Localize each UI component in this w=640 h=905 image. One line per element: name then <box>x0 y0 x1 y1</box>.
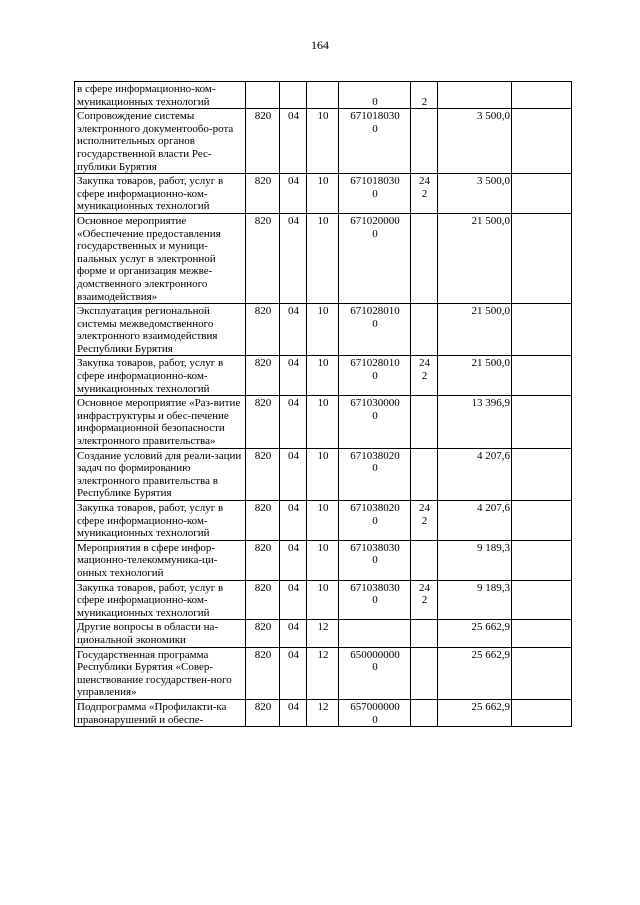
sum-value: 13 396,9 <box>471 397 510 410</box>
row-name: Эксплуатация региональной системы межведомственного электронного взаимодействия Республики Бурятия <box>77 305 218 355</box>
csr-code-line2: 0 <box>372 554 378 567</box>
cell-vr <box>411 699 438 726</box>
csr-code-line2: 0 <box>372 462 378 475</box>
cell-extra <box>512 82 572 109</box>
cell-ved <box>246 580 280 620</box>
row-name: Сопровождение системы электронного документообо-рота исполнительных органов государственной власти Рес-публики Бурятия <box>77 110 234 173</box>
row-name: Закупка товаров, работ, услуг в сфере информационно-ком-муникационных технологий <box>77 502 224 540</box>
cell-name <box>75 540 246 580</box>
row-name: Закупка товаров, работ, услуг в сфере информационно-ком-муникационных технологий <box>77 581 224 619</box>
cell-csr <box>339 647 411 699</box>
cell-sum <box>438 356 512 396</box>
cell-extra <box>512 109 572 174</box>
cell-rz <box>280 82 307 109</box>
csr-code-line2: 0 <box>372 317 378 330</box>
table-row <box>75 109 572 174</box>
pr-code: 10 <box>317 581 329 594</box>
cell-pr <box>307 448 339 500</box>
row-name: Основное мероприятие «Раз-витие инфраструктуры и обес-печение информационной безопасности электронного правительства» <box>77 397 241 448</box>
cell-ved <box>246 647 280 699</box>
ved-code: 820 <box>254 175 272 188</box>
table-row <box>75 580 572 620</box>
csr-code-line2: 0 <box>372 227 378 240</box>
table-row <box>75 396 572 448</box>
cell-name <box>75 647 246 699</box>
table-row <box>75 213 572 303</box>
pr-code: 10 <box>317 175 329 188</box>
sum-value: 25 662,9 <box>471 621 510 634</box>
cell-sum <box>438 540 512 580</box>
cell-pr <box>307 82 339 109</box>
sum-value: 3 500,0 <box>477 175 510 188</box>
rz-code: 04 <box>288 397 299 410</box>
cell-sum <box>438 501 512 541</box>
cell-pr <box>307 501 339 541</box>
rz-code: 04 <box>288 581 299 594</box>
ved-code: 820 <box>254 700 272 713</box>
rz-code: 04 <box>288 214 299 227</box>
vr-code-line2: 2 <box>421 370 428 383</box>
cell-extra <box>512 699 572 726</box>
cell-extra <box>512 174 572 214</box>
cell-pr <box>307 620 339 647</box>
sum-value: 9 189,3 <box>477 581 510 594</box>
table-row <box>75 448 572 500</box>
table-body <box>75 82 572 727</box>
vr-code-line2: 2 <box>421 95 428 108</box>
cell-extra <box>512 448 572 500</box>
sum-value: 21 500,0 <box>471 214 510 227</box>
cell-ved <box>246 82 280 109</box>
cell-name <box>75 109 246 174</box>
vr-code-line1: 24 <box>419 581 430 594</box>
cell-name <box>75 174 246 214</box>
cell-vr <box>411 540 438 580</box>
cell-vr <box>411 501 438 541</box>
cell-pr <box>307 109 339 174</box>
pr-code: 10 <box>317 541 329 554</box>
csr-code-line1: 671038020 <box>350 502 400 514</box>
table-row <box>75 540 572 580</box>
csr-code-line2: 0 <box>372 409 378 422</box>
rz-code: 04 <box>288 175 299 188</box>
sum-value: 25 662,9 <box>471 648 510 661</box>
cell-ved <box>246 213 280 303</box>
row-name: Закупка товаров, работ, услуг в сфере информационно-ком-муникационных технологий <box>77 357 224 395</box>
ved-code: 820 <box>254 357 272 370</box>
cell-csr <box>339 620 411 647</box>
cell-name <box>75 620 246 647</box>
cell-rz <box>280 304 307 356</box>
cell-pr <box>307 647 339 699</box>
csr-code-line1: 671018030 <box>350 110 400 123</box>
cell-ved <box>246 540 280 580</box>
table-row <box>75 501 572 541</box>
cell-rz <box>280 501 307 541</box>
cell-ved <box>246 109 280 174</box>
cell-name <box>75 580 246 620</box>
cell-vr <box>411 356 438 396</box>
sum-value: 21 500,0 <box>471 357 510 370</box>
vr-code-line2: 2 <box>421 187 428 200</box>
vr-code-line2: 2 <box>421 514 428 527</box>
table-row <box>75 174 572 214</box>
cell-sum <box>438 448 512 500</box>
cell-sum <box>438 304 512 356</box>
rz-code: 04 <box>288 449 299 462</box>
cell-pr <box>307 396 339 448</box>
csr-code-line1: 671020000 <box>350 214 400 227</box>
csr-code-line1: 671038030 <box>350 541 400 554</box>
cell-rz <box>280 213 307 303</box>
cell-pr <box>307 540 339 580</box>
rz-code: 04 <box>288 305 299 318</box>
rz-code: 04 <box>288 648 299 661</box>
cell-pr <box>307 356 339 396</box>
cell-vr <box>411 580 438 620</box>
cell-extra <box>512 620 572 647</box>
pr-code: 10 <box>317 305 329 318</box>
cell-ved <box>246 174 280 214</box>
cell-name <box>75 213 246 303</box>
ved-code: 820 <box>254 397 272 410</box>
csr-code-line1: 671030000 <box>350 397 400 410</box>
csr-code-line2: 0 <box>372 514 378 527</box>
cell-pr <box>307 699 339 726</box>
cell-sum <box>438 109 512 174</box>
cell-name <box>75 356 246 396</box>
cell-name <box>75 448 246 500</box>
cell-vr <box>411 82 438 109</box>
csr-code-line1: 671018030 <box>350 175 400 188</box>
csr-code-line2: 0 <box>372 370 378 383</box>
cell-ved <box>246 699 280 726</box>
csr-code-line1: 650000000 <box>350 648 400 661</box>
cell-csr <box>339 396 411 448</box>
ved-code: 820 <box>254 214 272 227</box>
cell-rz <box>280 174 307 214</box>
cell-vr <box>411 647 438 699</box>
rz-code: 04 <box>288 700 299 713</box>
csr-code-line1: 657000000 <box>350 700 400 713</box>
rz-code: 04 <box>288 541 299 554</box>
row-name: Основное мероприятие «Обеспечение предоставления государственных и муници-пальных услуг в электронной форме и организация межве-домственного электронного взаимодействия» <box>77 214 221 303</box>
cell-vr <box>411 304 438 356</box>
cell-sum <box>438 174 512 214</box>
vr-code-line1: 24 <box>419 357 430 370</box>
cell-rz <box>280 396 307 448</box>
cell-extra <box>512 356 572 396</box>
cell-csr <box>339 699 411 726</box>
cell-name <box>75 304 246 356</box>
cell-vr <box>411 213 438 303</box>
ved-code: 820 <box>254 648 272 661</box>
ved-code: 820 <box>254 621 272 634</box>
cell-vr <box>411 109 438 174</box>
table-row <box>75 699 572 726</box>
ved-code: 820 <box>254 449 272 462</box>
cell-name <box>75 699 246 726</box>
cell-name <box>75 82 246 109</box>
sum-value: 3 500,0 <box>477 110 510 123</box>
rz-code: 04 <box>288 110 299 123</box>
cell-csr <box>339 580 411 620</box>
ved-code: 820 <box>254 581 272 594</box>
sum-value: 25 662,9 <box>471 700 510 713</box>
ved-code: 820 <box>254 305 272 318</box>
cell-csr <box>339 501 411 541</box>
row-name: Государственная программа Республики Бурятия «Совер-шенствование государствен-ного управления» <box>77 648 232 699</box>
csr-code-line1: 671038030 <box>350 581 400 594</box>
cell-extra <box>512 647 572 699</box>
table-row <box>75 647 572 699</box>
sum-value: 21 500,0 <box>471 305 510 318</box>
csr-code-line1: 671028010 <box>350 357 400 370</box>
csr-code-line2: 0 <box>372 122 378 135</box>
csr-code-line2: 0 <box>372 661 378 674</box>
cell-name <box>75 396 246 448</box>
pr-code: 10 <box>317 110 329 123</box>
cell-ved <box>246 356 280 396</box>
cell-extra <box>512 501 572 541</box>
cell-csr <box>339 356 411 396</box>
table-row <box>75 620 572 647</box>
pr-code: 10 <box>317 502 329 514</box>
cell-rz <box>280 620 307 647</box>
ved-code: 820 <box>254 541 272 554</box>
row-name: в сфере информационно-ком-муникационных технологий <box>77 83 216 108</box>
cell-sum <box>438 699 512 726</box>
row-name: Подпрограмма «Профилакти-ка правонарушений и обеспе- <box>77 700 227 726</box>
cell-csr <box>339 82 411 109</box>
cell-ved <box>246 448 280 500</box>
cell-vr <box>411 396 438 448</box>
budget-table <box>74 81 572 727</box>
cell-extra <box>512 213 572 303</box>
cell-sum <box>438 580 512 620</box>
cell-sum <box>438 620 512 647</box>
row-name: Мероприятия в сфере инфор-мационно-телекоммуника-ци-онных технологий <box>77 541 218 579</box>
row-name: Другие вопросы в области на-циональной экономики <box>77 621 219 646</box>
csr-code-line1: 671028010 <box>350 305 400 318</box>
csr-code-line2: 0 <box>372 95 378 108</box>
cell-ved <box>246 620 280 647</box>
cell-extra <box>512 396 572 448</box>
ved-code: 820 <box>254 502 272 514</box>
vr-code-line1: 24 <box>419 502 430 514</box>
table-row <box>75 356 572 396</box>
cell-vr <box>411 174 438 214</box>
rz-code: 04 <box>288 502 299 514</box>
pr-code: 12 <box>317 621 329 634</box>
cell-rz <box>280 699 307 726</box>
cell-ved <box>246 304 280 356</box>
csr-code-line2: 0 <box>372 594 378 607</box>
row-name: Закупка товаров, работ, услуг в сфере информационно-ком-муникационных технологий <box>77 175 224 213</box>
pr-code: 10 <box>317 449 329 462</box>
table-row <box>75 304 572 356</box>
cell-extra <box>512 580 572 620</box>
cell-rz <box>280 540 307 580</box>
cell-csr <box>339 304 411 356</box>
vr-code-line2: 2 <box>421 594 428 607</box>
cell-csr <box>339 213 411 303</box>
sum-value: 9 189,3 <box>477 541 510 554</box>
sum-value: 4 207,6 <box>477 502 510 514</box>
cell-csr <box>339 109 411 174</box>
sum-value: 4 207,6 <box>477 449 510 462</box>
cell-rz <box>280 356 307 396</box>
rz-code: 04 <box>288 621 299 634</box>
pr-code: 10 <box>317 214 329 227</box>
cell-vr <box>411 620 438 647</box>
cell-csr <box>339 540 411 580</box>
ved-code: 820 <box>254 110 272 123</box>
cell-sum <box>438 647 512 699</box>
cell-pr <box>307 213 339 303</box>
cell-pr <box>307 304 339 356</box>
cell-rz <box>280 448 307 500</box>
page-number: 164 <box>311 38 329 52</box>
pr-code: 10 <box>317 397 329 410</box>
csr-code-line2: 0 <box>372 187 378 200</box>
cell-rz <box>280 109 307 174</box>
csr-code-line1: 671038020 <box>350 449 400 462</box>
cell-csr <box>339 174 411 214</box>
cell-sum <box>438 82 512 109</box>
pr-code: 12 <box>317 700 329 713</box>
cell-rz <box>280 647 307 699</box>
cell-ved <box>246 501 280 541</box>
cell-name <box>75 501 246 541</box>
cell-rz <box>280 580 307 620</box>
cell-sum <box>438 396 512 448</box>
pr-code: 12 <box>317 648 329 661</box>
csr-code-line2: 0 <box>372 713 378 726</box>
cell-vr <box>411 448 438 500</box>
cell-pr <box>307 174 339 214</box>
vr-code-line1: 24 <box>419 175 430 188</box>
row-name: Создание условий для реали-зации задач по формированию электронного правительства в Республике Бурятия <box>77 449 242 500</box>
cell-sum <box>438 213 512 303</box>
cell-csr <box>339 448 411 500</box>
pr-code: 10 <box>317 357 329 370</box>
table-row <box>75 82 572 109</box>
cell-extra <box>512 304 572 356</box>
rz-code: 04 <box>288 357 299 370</box>
cell-extra <box>512 540 572 580</box>
cell-pr <box>307 580 339 620</box>
cell-ved <box>246 396 280 448</box>
